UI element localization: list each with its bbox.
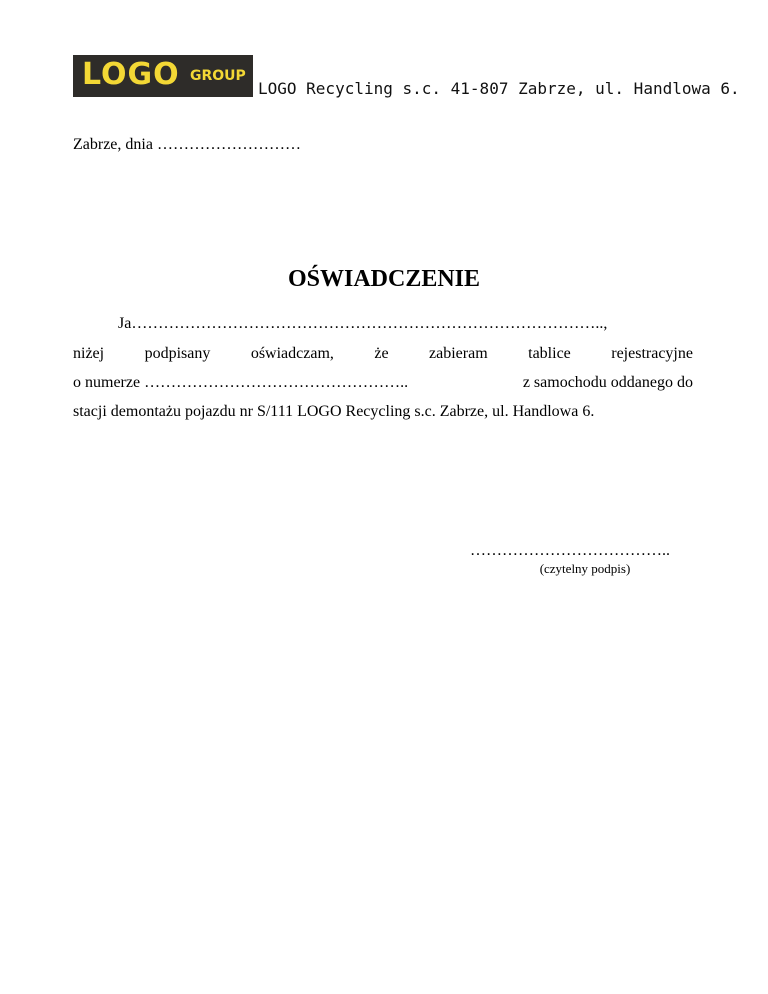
company-address: LOGO Recycling s.c. 41-807 Zabrze, ul. Handlowa 6. (258, 79, 740, 98)
signature-label: (czytelny podpis) (539, 561, 631, 576)
vehicle-text: z samochodu oddanego do (522, 374, 693, 391)
plate-number-field: o numerze ………………………………………….. (73, 374, 409, 391)
company-logo (73, 55, 253, 97)
declaration-word: oświadczam, (250, 345, 334, 362)
dismantling-station-line: stacji demontażu pojazdu nr S/111 LOGO Recycling s.c. Zabrze, ul. Handlowa 6. (73, 403, 595, 420)
declaration-line (73, 344, 693, 364)
declaration-word: niżej (73, 345, 105, 362)
place-date-line: Zabrze, dnia ……………………… (73, 136, 301, 153)
logo-group-label: GROUP (190, 68, 246, 84)
declaration-word: podpisany (144, 345, 211, 362)
plate-number-line (73, 373, 693, 393)
declaration-word: że (374, 345, 389, 362)
signature-field: ……………………………….. (470, 542, 670, 559)
declaration-word: tablice (528, 345, 571, 362)
declaration-word: rejestracyjne (611, 345, 693, 362)
logo-wordmark: LOGO (82, 57, 180, 92)
declaration-word: zabieram (429, 345, 488, 362)
declarant-name-line: Ja…………………………………………………………………………….., (118, 315, 608, 332)
document-title: OŚWIADCZENIE (287, 266, 481, 292)
